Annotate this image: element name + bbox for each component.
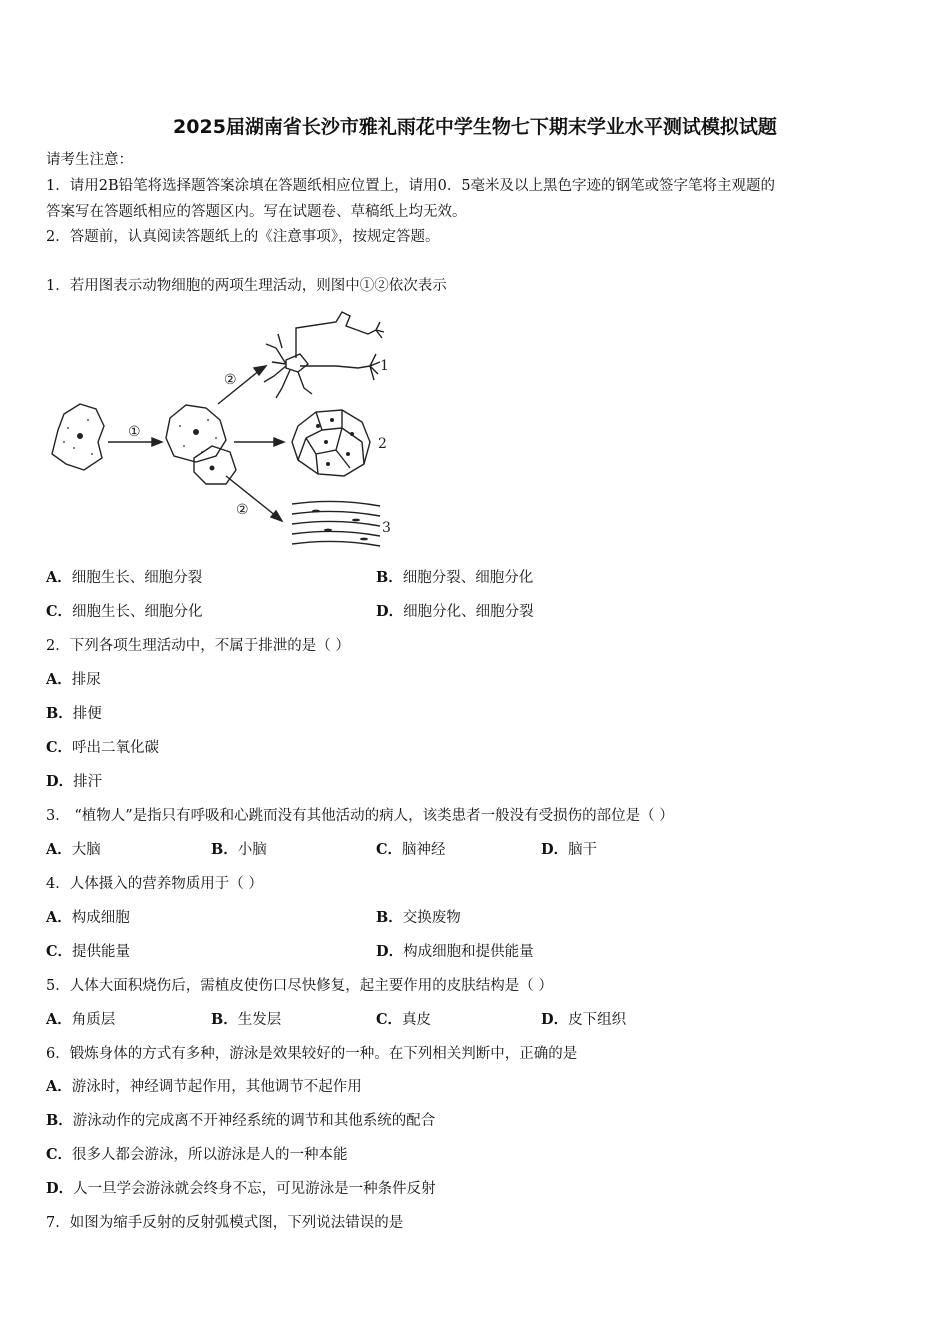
q4-option-d[interactable]: D．构成细胞和提供能量 [376, 943, 534, 960]
q2-option-b[interactable]: B．排便 [46, 705, 102, 722]
q6-option-c[interactable]: C．很多人都会游泳，所以游泳是人的一种本能 [46, 1146, 348, 1163]
q1-option-b[interactable]: B．细胞分裂、细胞分化 [376, 569, 534, 586]
question-2-stem: 2．下列各项生理活动中，不属于排泄的是（ ） [46, 638, 350, 654]
q6-option-b[interactable]: B．游泳动作的完成离不开神经系统的调节和其他系统的配合 [46, 1112, 436, 1129]
q2-option-a[interactable]: A．排尿 [46, 671, 101, 688]
q2-option-d[interactable]: D．排汗 [46, 773, 103, 790]
notice-item-1-line-2: 答案写在答题纸相应的答题区内。写在试题卷、草稿纸上均无效。 [46, 204, 467, 220]
q3-option-a[interactable]: A．大脑 [46, 841, 101, 858]
q5-option-b[interactable]: B．生发层 [211, 1011, 282, 1028]
question-6-stem: 6．锻炼身体的方式有多种，游泳是效果较好的一种。在下列相关判断中，正确的是 [46, 1046, 578, 1062]
q1-option-a[interactable]: A．细胞生长、细胞分裂 [46, 569, 203, 586]
notice-heading: 请考生注意： [46, 152, 133, 168]
notice-item-1-line-1: 1．请用2B铅笔将选择题答案涂填在答题纸相应位置上，请用0．5毫米及以上黑色字迹的钢笔或签字笔将主观题的 [46, 178, 776, 194]
question-7-stem: 7．如图为缩手反射的反射弧模式图，下列说法错误的是 [46, 1215, 404, 1231]
question-3-stem: 3． “植物人”是指只有呼吸和心跳而没有其他活动的病人，该类患者一般没有受损伤的部位是（ ） [46, 808, 674, 824]
q1-option-c[interactable]: C．细胞生长、细胞分化 [46, 603, 203, 620]
q5-option-d[interactable]: D．皮下组织 [541, 1011, 627, 1028]
arrow-3-label: ② [236, 502, 249, 518]
q4-option-a[interactable]: A．构成细胞 [46, 909, 130, 926]
q1-option-d[interactable]: D．细胞分化、细胞分裂 [376, 603, 534, 620]
notice-item-2: 2．答题前，认真阅读答题纸上的《注意事项》，按规定答题。 [46, 229, 440, 245]
q4-option-c[interactable]: C．提供能量 [46, 943, 131, 960]
arrow-3 [226, 476, 276, 516]
q4-option-b[interactable]: B．交换废物 [376, 909, 461, 926]
page-title: 2025届湖南省长沙市雅礼雨花中学生物七下期末学业水平测试模拟试题 [173, 116, 777, 138]
q3-option-b[interactable]: B．小脑 [211, 841, 267, 858]
cell-label-3: 3 [382, 520, 391, 536]
q5-option-a[interactable]: A．角质层 [46, 1011, 116, 1028]
arrow-2-label: ② [224, 372, 237, 388]
q5-option-c[interactable]: C．真皮 [376, 1011, 432, 1028]
question-5-stem: 5．人体大面积烧伤后，需植皮使伤口尽快修复，起主要作用的皮肤结构是（ ） [46, 978, 553, 994]
q6-option-a[interactable]: A．游泳时，神经调节起作用，其他调节不起作用 [46, 1078, 362, 1095]
q6-option-d[interactable]: D．人一旦学会游泳就会终身不忘，可见游泳是一种条件反射 [46, 1180, 436, 1197]
neuron-cell [286, 354, 308, 372]
cell-label-1: 1 [380, 358, 389, 374]
question-1-stem: 1．若用图表示动物细胞的两项生理活动，则图中①②依次表示 [46, 278, 447, 294]
arrow-1-label: ① [128, 424, 141, 440]
cell-division-differentiation-figure [46, 308, 396, 553]
q3-option-d[interactable]: D．脑干 [541, 841, 598, 858]
cell-label-2: 2 [378, 436, 387, 452]
question-4-stem: 4．人体摄入的营养物质用于（ ） [46, 876, 263, 892]
q3-option-c[interactable]: C．脑神经 [376, 841, 446, 858]
q2-option-c[interactable]: C．呼出二氧化碳 [46, 739, 160, 756]
